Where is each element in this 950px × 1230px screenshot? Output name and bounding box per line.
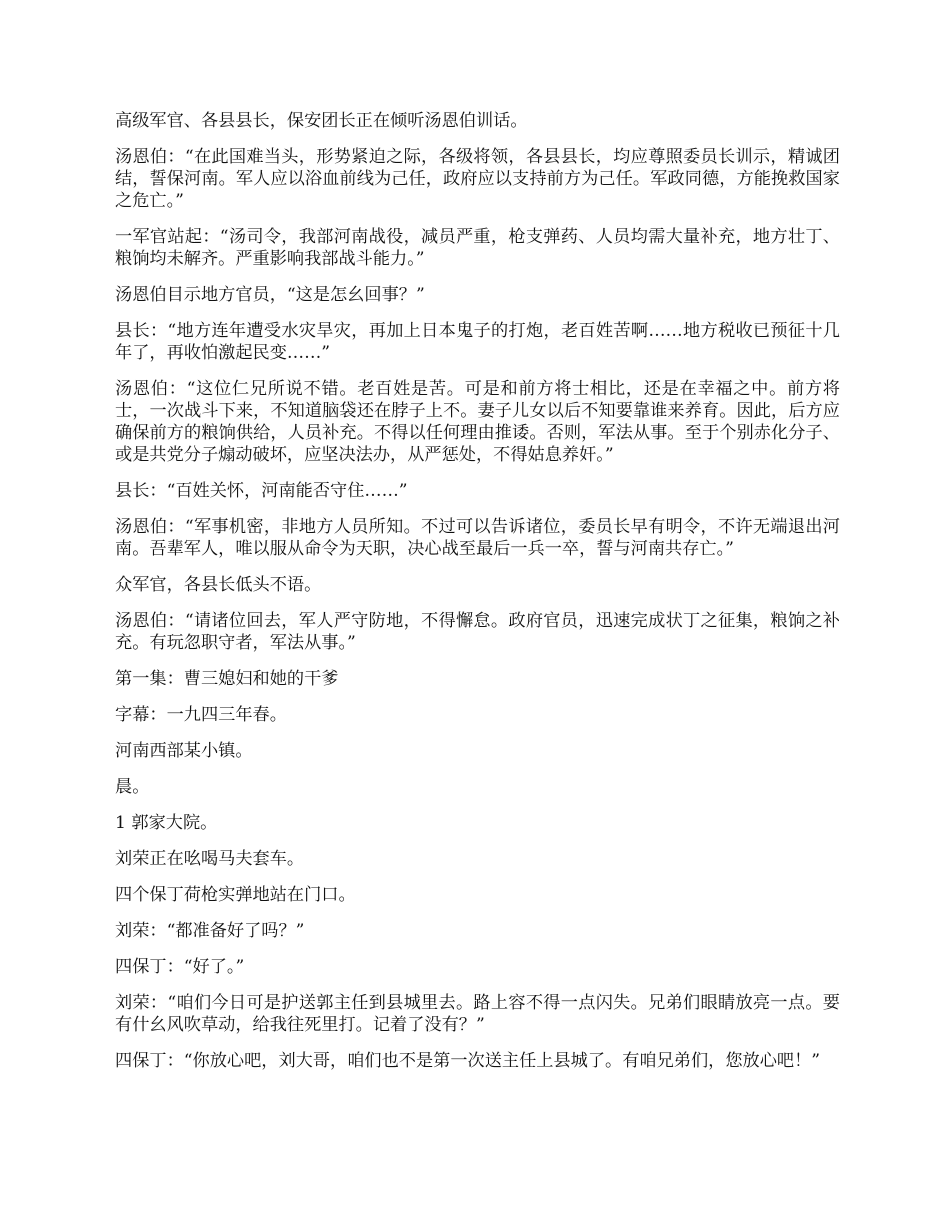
- paragraph: 汤恩伯：“在此国难当头，形势紧迫之际，各级将领，各县县长，均应尊照委员长训示，精诚团结，誓保河南。军人应以浴血前线为己任，政府应以支持前方为己任。军政同德，方能挽救国家之危亡。”: [115, 147, 840, 211]
- paragraph: 汤恩伯：“请诸位回去，军人严守防地，不得懈怠。政府官员，迅速完成状丁之征集，粮饷之补充。有玩忽职守者，军法从事。”: [115, 611, 840, 653]
- paragraph: 刘荣：“都准备好了吗？”: [115, 921, 305, 941]
- paragraph: 第一集：曹三媳妇和她的干爹: [115, 669, 339, 689]
- paragraph: 刘荣：“咱们今日可是护送郭主任到县城里去。路上容不得一点闪失。兄弟们眼睛放亮一点。要有什幺风吹草动，给我往死里打。记着了没有？”: [115, 993, 840, 1035]
- document-body: [115, 110, 840, 1086]
- paragraph: 刘荣正在吆喝马夫套车。: [115, 849, 305, 869]
- paragraph: 1 郭家大院。: [115, 813, 218, 833]
- paragraph: 汤恩伯：“这位仁兄所说不错。老百姓是苦。可是和前方将士相比，还是在幸福之中。前方将士，一次战斗下来，不知道脑袋还在脖子上不。妻子儿女以后不知要靠谁来养育。因此，后方应确保前方的粮饷供给，人员补充。不得以任何理由推诿。否则，军法从事。至于个别赤化分子、或是共党分子煽动破坏，应坚决法办，从严惩处，不得姑息养奸。”: [115, 379, 840, 465]
- paragraph: 县长：“地方连年遭受水灾旱灾，再加上日本鬼子的打炮，老百姓苦啊……地方税收已预征十几年了，再收怕激起民变……”: [115, 321, 840, 363]
- paragraph: 一军官站起：“汤司令，我部河南战役，减员严重，枪支弹药、人员均需大量补充，地方壮丁、粮饷均未解齐。严重影响我部战斗能力。”: [115, 227, 840, 269]
- paragraph: 字幕：一九四三年春。: [115, 705, 287, 725]
- paragraph: 汤恩伯目示地方官员，“这是怎幺回事？”: [115, 285, 425, 305]
- paragraph: 晨。: [115, 777, 150, 797]
- paragraph: 四保丁：“好了。”: [115, 957, 245, 977]
- paragraph: 高级军官、各县县长，保安团长正在倾听汤恩伯训话。: [115, 111, 528, 131]
- paragraph: 四个保丁荷枪实弹地站在门口。: [115, 885, 356, 905]
- paragraph: 河南西部某小镇。: [115, 741, 253, 761]
- paragraph: 县长：“百姓关怀，河南能否守住……”: [115, 481, 408, 501]
- paragraph: 四保丁：“你放心吧，刘大哥，咱们也不是第一次送主任上县城了。有咱兄弟们，您放心吧！”: [115, 1051, 821, 1071]
- paragraph: 众军官，各县长低头不语。: [115, 575, 322, 595]
- paragraph: 汤恩伯：“军事机密，非地方人员所知。不过可以告诉诸位，委员长早有明令，不许无端退出河南。吾辈军人，唯以服从命令为天职，决心战至最后一兵一卒，誓与河南共存亡。”: [115, 517, 840, 559]
